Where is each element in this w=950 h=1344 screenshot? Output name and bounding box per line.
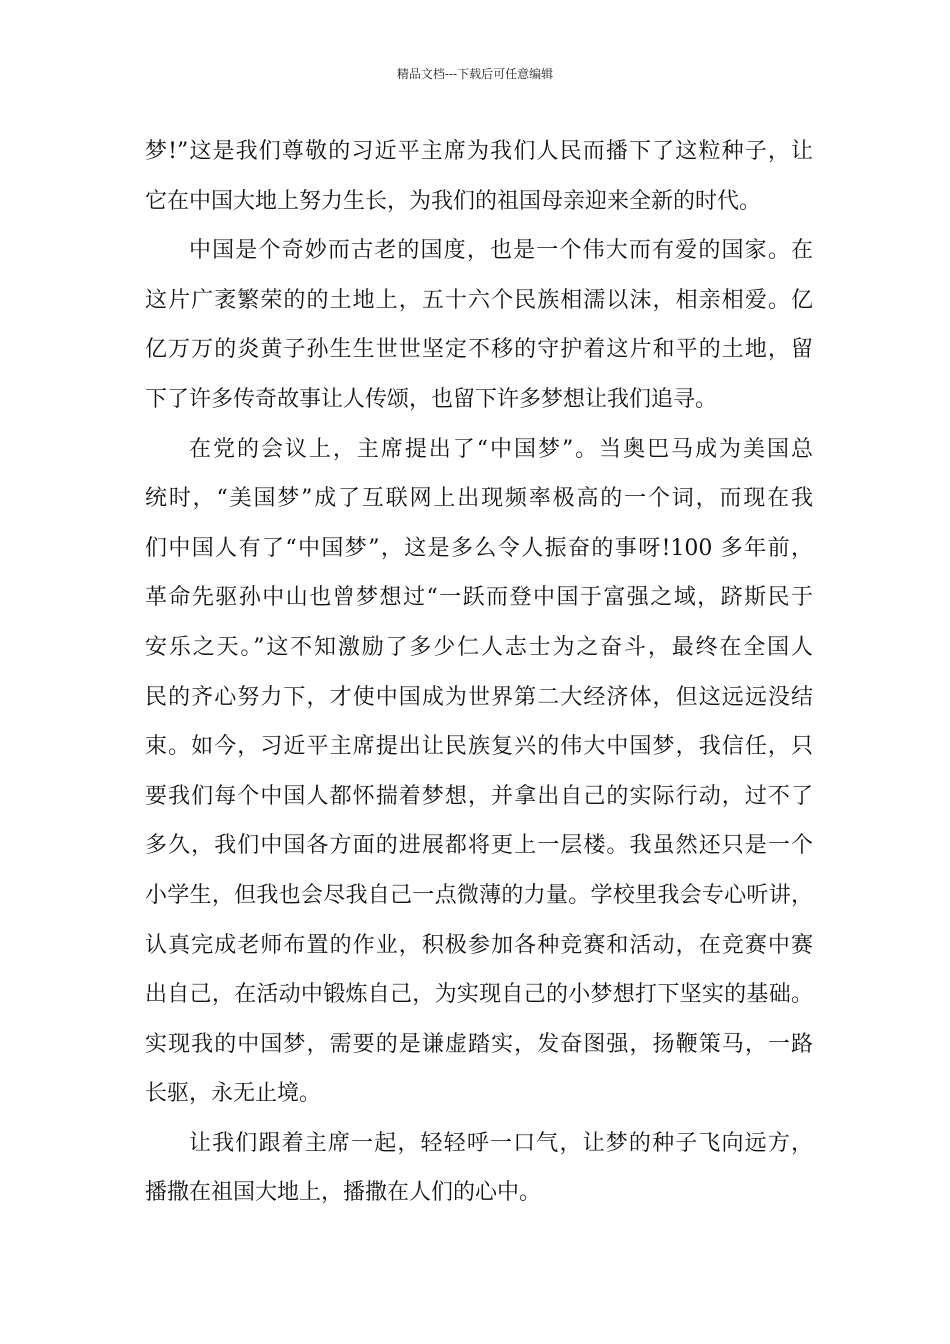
text-line: 梦!”这是我们尊敬的习近平主席为我们人民而播下了这粒种子，让 xyxy=(145,139,813,164)
text-line: 它在中国大地上努力生长，为我们的祖国母亲迎来全新的时代。 xyxy=(145,188,762,214)
text-line: 束。如今，习近平主席提出让民族复兴的伟大中国梦，我信任，只 xyxy=(145,734,813,760)
text-line: 让我们跟着主席一起，轻轻呼一口气，让梦的种子飞向远方， xyxy=(189,1130,813,1156)
text-line: 小学生，但我也会尽我自己一点微薄的力量。学校里我会专心听讲， xyxy=(145,882,813,908)
text-line: 革命先驱孙中山也曾梦想过“一跃而登中国于富强之域，跻斯民于 xyxy=(145,585,813,611)
paragraph xyxy=(145,226,813,424)
text-line: 统时，“美国梦”成了互联网上出现频率极高的一个词，而现在我 xyxy=(145,486,813,512)
text-line: 认真完成老师布置的作业，积极参加各种竞赛和活动，在竞赛中赛 xyxy=(145,932,813,958)
text-line: 安乐之天。”这不知激励了多少仁人志士为之奋斗，最终在全国人 xyxy=(145,634,813,660)
text-line: 要我们每个中国人都怀揣着梦想，并拿出自己的实际行动，过不了 xyxy=(145,783,813,809)
paragraph xyxy=(145,425,813,1119)
text-line: 亿万万的炎黄子孙生生世世坚定不移的守护着这片和平的土地，留 xyxy=(145,337,813,363)
text-line: 长驱，永无止境。 xyxy=(145,1081,322,1107)
text-line: 们中国人有了“中国梦”，这是多么令人振奋的事呀!100 多年前， xyxy=(145,535,813,561)
text-line: 下了许多传奇故事让人传颂，也留下许多梦想让我们追寻。 xyxy=(145,386,718,412)
paragraph xyxy=(145,127,813,226)
page-header: 精品文档---下载后可任意编辑 xyxy=(396,67,554,81)
text-line: 多久，我们中国各方面的进展都将更上一层楼。我虽然还只是一个 xyxy=(145,833,813,859)
text-line: 在党的会议上，主席提出了“中国梦”。当奥巴马成为美国总 xyxy=(189,436,813,462)
text-line: 出自己，在活动中锻炼自己，为实现自己的小梦想打下坚实的基础。 xyxy=(145,982,813,1008)
text-line: 播撒在祖国大地上，播撒在人们的心中。 xyxy=(145,1180,542,1206)
paragraph xyxy=(145,1119,813,1218)
text-line: 民的齐心努力下，才使中国成为世界第二大经济体，但这远远没结 xyxy=(145,684,813,710)
document-body xyxy=(145,127,813,1218)
text-line: 实现我的中国梦，需要的是谦虚踏实，发奋图强，扬鞭策马，一路 xyxy=(145,1031,813,1057)
text-line: 这片广袤繁荣的的土地上，五十六个民族相濡以沫，相亲相爱。亿 xyxy=(145,287,813,313)
text-line: 中国是个奇妙而古老的国度，也是一个伟大而有爱的国家。在 xyxy=(189,238,813,264)
